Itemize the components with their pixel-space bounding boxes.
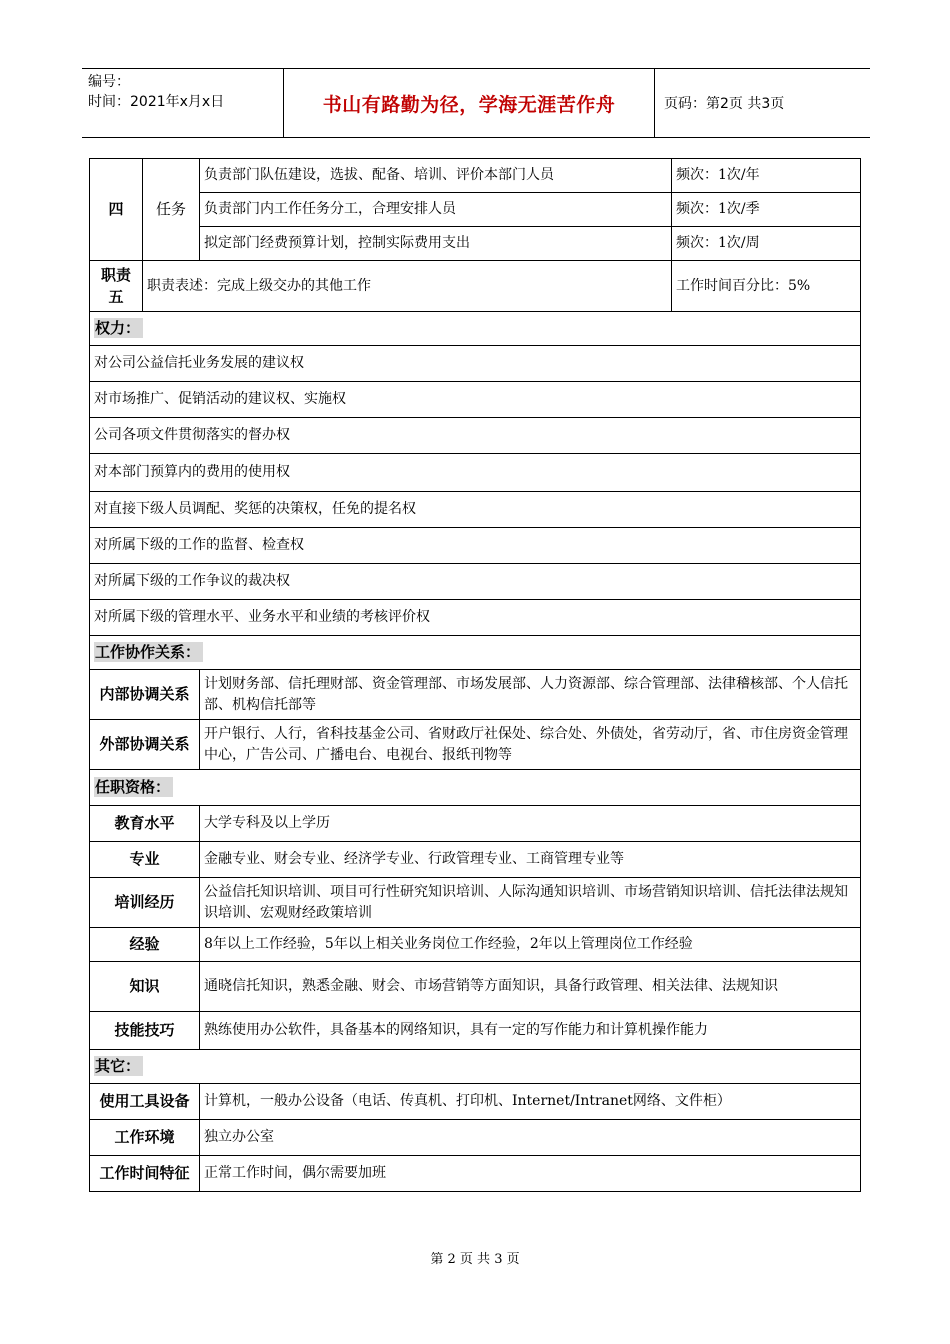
qualification-label: 经验: [90, 928, 200, 962]
other-label: 工作环境: [90, 1120, 200, 1156]
job-description-table: [89, 158, 861, 1192]
page-header: [82, 68, 870, 138]
page-footer: 第 2 页 共 3 页: [430, 1252, 520, 1267]
duty4-task-freq: 频次：1次/周: [672, 227, 861, 261]
duty5-row: [90, 261, 861, 312]
cooperation-value: 开户银行、人行，省科技基金公司、省财政厅社保处、综合处、外债处，省劳动厅，省、市住房资金管理中心，广告公司、广播电台、电视台、报纸刊物等: [200, 720, 861, 770]
authority-item-text: 对所属下级的管理水平、业务水平和业绩的考核评价权: [90, 600, 861, 636]
duty4-task-desc: 负责部门队伍建设，选拔、配备、培训、评价本部门人员: [200, 159, 672, 193]
duty4-task-desc: 拟定部门经费预算计划，控制实际费用支出: [200, 227, 672, 261]
duty4-task-row: [90, 193, 861, 227]
cooperation-label: 外部协调关系: [90, 720, 200, 770]
authority-item: [90, 600, 861, 636]
qualification-label: 知识: [90, 962, 200, 1012]
header-page-number: 页码：第2页 共3页: [664, 96, 785, 112]
authority-item: [90, 382, 861, 418]
authority-item: [90, 492, 861, 528]
authority-item: [90, 346, 861, 382]
qualification-row: [90, 962, 861, 1012]
qualification-label: 技能技巧: [90, 1012, 200, 1050]
cooperation-title: 工作协作关系：: [94, 642, 203, 662]
qualification-title: 任职资格：: [94, 777, 173, 797]
header-motto: 书山有路勤为径，学海无涯苦作舟: [322, 93, 616, 116]
authority-item-text: 对市场推广、促销活动的建议权、实施权: [90, 382, 861, 418]
duty4-label: 四: [90, 159, 143, 261]
qualification-label: 培训经历: [90, 878, 200, 928]
authority-item-text: 对所属下级的工作的监督、检查权: [90, 528, 861, 564]
qualification-value: 公益信托知识培训、项目可行性研究知识培训、人际沟通知识培训、市场营销知识培训、信托法律法规知识培训、宏观财经政策培训: [200, 878, 861, 928]
duty5-label: 职责五: [90, 261, 143, 312]
other-label: 使用工具设备: [90, 1084, 200, 1120]
authority-item: [90, 418, 861, 454]
other-row: [90, 1120, 861, 1156]
cooperation-row: [90, 670, 861, 720]
qualification-section-header: [90, 770, 861, 806]
authority-item: [90, 564, 861, 600]
qualification-value: 金融专业、财会专业、经济学专业、行政管理专业、工商管理专业等: [200, 842, 861, 878]
other-value: 计算机，一般办公设备（电话、传真机、打印机、Internet/Intranet网络、文件柜）: [200, 1084, 861, 1120]
other-label: 工作时间特征: [90, 1156, 200, 1192]
authority-item-text: 对公司公益信托业务发展的建议权: [90, 346, 861, 382]
other-value: 正常工作时间，偶尔需要加班: [200, 1156, 861, 1192]
authority-section-header: [90, 312, 861, 346]
qualification-row: [90, 928, 861, 962]
qualification-value: 大学专科及以上学历: [200, 806, 861, 842]
other-section-header: [90, 1050, 861, 1084]
authority-title: 权力：: [94, 318, 143, 338]
qualification-row: [90, 878, 861, 928]
duty5-desc: 职责表述：完成上级交办的其他工作: [143, 261, 672, 312]
qualification-value: 熟练使用办公软件，具备基本的网络知识，具有一定的写作能力和计算机操作能力: [200, 1012, 861, 1050]
authority-item-text: 公司各项文件贯彻落实的督办权: [90, 418, 861, 454]
cooperation-value: 计划财务部、信托理财部、资金管理部、市场发展部、人力资源部、综合管理部、法律稽核部、个人信托部、机构信托部等: [200, 670, 861, 720]
duty4-task-label: 任务: [143, 159, 200, 261]
authority-item-text: 对直接下级人员调配、奖惩的决策权，任免的提名权: [90, 492, 861, 528]
qualification-row: [90, 1012, 861, 1050]
duty4-task-row: [90, 227, 861, 261]
duty4-task-freq: 频次：1次/年: [672, 159, 861, 193]
duty4-task-row: [90, 159, 861, 193]
authority-item: [90, 528, 861, 564]
other-row: [90, 1084, 861, 1120]
qualification-row: [90, 842, 861, 878]
authority-item: [90, 454, 861, 492]
duty4-task-desc: 负责部门内工作任务分工，合理安排人员: [200, 193, 672, 227]
qualification-label: 教育水平: [90, 806, 200, 842]
job-description-table-frame: [89, 158, 860, 1192]
cooperation-row: [90, 720, 861, 770]
qualification-label: 专业: [90, 842, 200, 878]
duty5-percent: 工作时间百分比：5%: [672, 261, 861, 312]
qualification-value: 8年以上工作经验，5年以上相关业务岗位工作经验，2年以上管理岗位工作经验: [200, 928, 861, 962]
authority-item-text: 对本部门预算内的费用的使用权: [90, 454, 861, 492]
qualification-value: 通晓信托知识，熟悉金融、财会、市场营销等方面知识，具备行政管理、相关法律、法规知识: [200, 962, 861, 1012]
duty4-task-freq: 频次：1次/季: [672, 193, 861, 227]
cooperation-section-header: [90, 636, 861, 670]
other-value: 独立办公室: [200, 1120, 861, 1156]
other-row: [90, 1156, 861, 1192]
qualification-row: [90, 806, 861, 842]
document-date: 时间：2021年x月x日: [88, 94, 225, 110]
header-meta: [88, 72, 224, 112]
other-title: 其它：: [94, 1056, 143, 1076]
document-number-label: 编号：: [88, 74, 130, 90]
header-motto-cell: [283, 69, 655, 137]
authority-item-text: 对所属下级的工作争议的裁决权: [90, 564, 861, 600]
cooperation-label: 内部协调关系: [90, 670, 200, 720]
